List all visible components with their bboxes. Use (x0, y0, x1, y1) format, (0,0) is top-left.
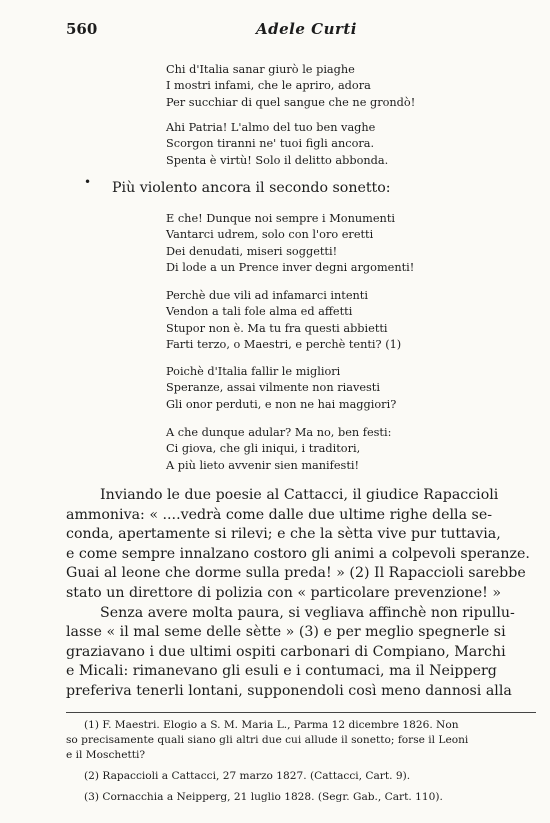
prose-line: Senza avere molta paura, si vegliava affinchè non ripullu- (100, 604, 515, 621)
verse-line: Poichè d'Italia fallir le migliori (166, 365, 341, 378)
sonnet-tercet-2 (166, 425, 391, 474)
prose-line: stato un direttore di polizia con « particolare prevenzione! » (66, 584, 502, 601)
prose-line: e Micali: rimanevano gli esuli e i contumaci, ma il Neipperg (66, 663, 497, 680)
prose-line: Inviando le due poesie al Cattacci, il giudice Rapaccioli (100, 487, 499, 503)
prose-line: e come sempre innalzano costoro gli animi a colpevoli speranze. (66, 545, 530, 562)
footnote-2: (2) Rapaccioli a Cattacci, 27 marzo 1827. (Cattacci, Cart. 9). (84, 770, 411, 782)
footnote-1-cont: so precisamente quali siano gli altri due cui allude il sonetto; forse il Leoni (66, 734, 469, 746)
verse-line: Stupor non è. Ma tu fra questi abbietti (166, 321, 388, 335)
verse-line: I mostri infami, che le apriro, adora (166, 79, 371, 93)
prose-line: Guai al leone che dorme sulla preda! » (2) Il Rapaccioli sarebbe (66, 565, 526, 582)
footnotes (66, 718, 536, 805)
intro-line: Più violento ancora il secondo sonetto: (112, 180, 391, 196)
verse-line: Vendon a tali fole alma ed affetti (166, 305, 353, 319)
verse-line: Farti terzo, o Maestri, e perchè tenti? (1) (166, 338, 402, 352)
prose-line: ammoniva: « ....vedrà come dalle due ultime righe della se- (66, 506, 493, 523)
verse-line: Ahi Patria! L'almo del tuo ben vaghe (166, 121, 376, 134)
prose-line: preferiva tenerli lontani, supponendoli così meno dannosi alla (66, 682, 512, 699)
verse-line: Perchè due vili ad infamarci intenti (166, 289, 368, 302)
verse-line: A più lieto avvenir sien manifesti! (166, 458, 360, 472)
running-title: Adele Curti (256, 20, 358, 38)
verse-line: Per succhiar di quel sangue che ne grondò! (166, 95, 416, 109)
footnote-3: (3) Cornacchia a Neipperg, 21 luglio 1828. (Segr. Gab., Cart. 110). (84, 791, 443, 803)
sonnet-tercet-1 (166, 364, 396, 413)
sonnet-quatrain-2 (166, 288, 401, 354)
prose-line: graziavano i due ultimi ospiti carbonari di Compiano, Marchi (66, 643, 506, 660)
verse-line: Ci giova, che gli iniqui, i traditori, (166, 442, 361, 456)
verse-line: Gli onor perduti, e non ne hai maggiori? (166, 397, 397, 411)
footnote-1: (1) F. Maestri. Elogio a S. M. Maria L., Parma 12 dicembre 1826. Non (84, 719, 459, 731)
verse-line: Dei denudati, miseri soggetti! (166, 244, 338, 258)
verse-line: Vantarci udrem, solo con l'oro eretti (166, 228, 374, 242)
verse-line: Scorgon tiranni ne' tuoi figli ancora. (166, 137, 375, 151)
body-text (66, 486, 536, 702)
verse-line: Speranze, assai vilmente non riavesti (166, 381, 380, 395)
poem-stanza-2 (166, 120, 388, 169)
footnote-1-cont: e il Moschetti? (66, 749, 146, 761)
prose-line: conda, apertamente si rilevi; e che la sètta vive pur tuttavia, (66, 526, 501, 543)
verse-line: A che dunque adular? Ma no, ben festi: (166, 426, 392, 439)
poem-stanza-1 (166, 62, 415, 111)
verse-line: E che! Dunque noi sempre i Monumenti (166, 212, 395, 225)
page-number: 560 (66, 20, 98, 38)
verse-line: Di lode a un Prence inver degni argomenti! (166, 261, 415, 275)
bullet-mark: • (84, 175, 92, 189)
verse-line: Chi d'Italia sanar giurò le piaghe (166, 63, 355, 76)
verse-line: Spenta è virtù! Solo il delitto abbonda. (166, 153, 389, 167)
sonnet-quatrain-1 (166, 211, 414, 277)
footnote-divider (66, 712, 536, 713)
prose-line: lasse « il mal seme delle sètte » (3) e per meglio spegnerle si (66, 624, 506, 641)
page-header (66, 20, 536, 42)
